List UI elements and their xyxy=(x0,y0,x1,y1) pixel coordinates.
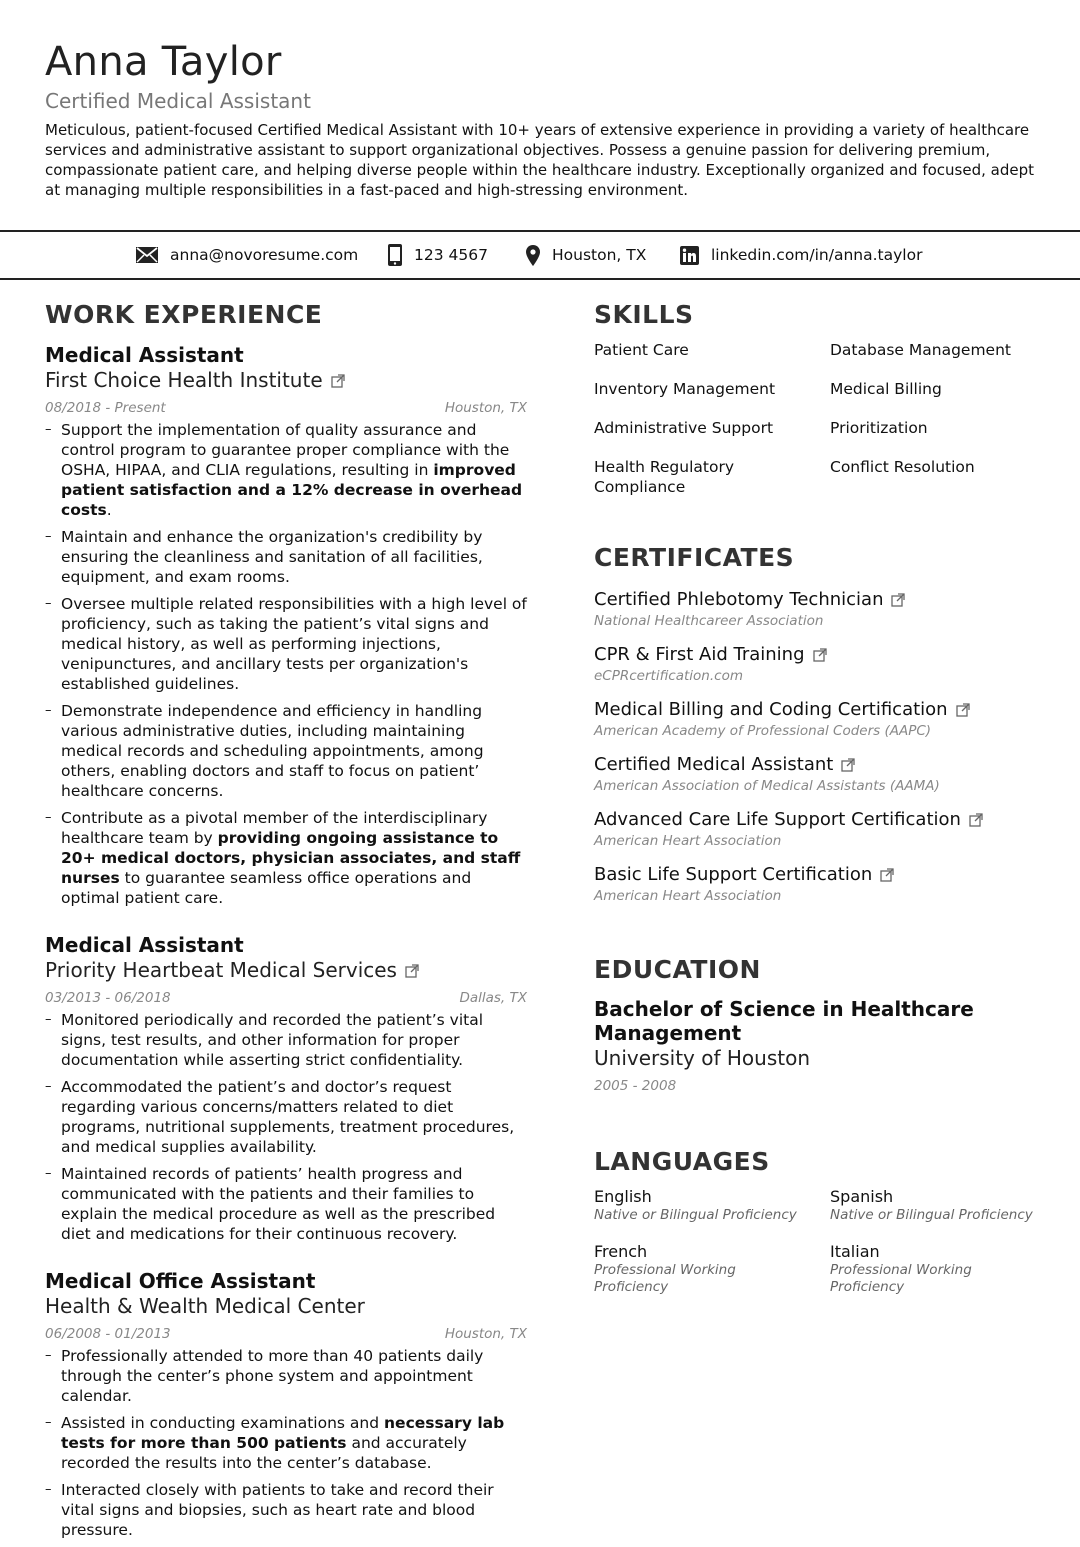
bullet-item: – Oversee multiple related responsibilities with a high level of proficiency, such as taking the patient’s vital signs and medical history, as well as performing injections, venipunctures, and ancillary tests per organization's established guidelines. xyxy=(45,594,527,694)
bullet-item: – Interacted closely with patients to take and record their vital signs and biopsies, such as heart rate and blood pressure. xyxy=(45,1480,527,1540)
certificate-issuer: American Heart Association xyxy=(594,833,782,849)
job-meta xyxy=(45,398,527,418)
bullet-item: – Monitored periodically and recorded the patient’s vital signs, test results, and other information for proper documentation while asserting strict confidentiality. xyxy=(45,1010,527,1070)
language-name: English xyxy=(594,1187,652,1206)
contact-linkedin[interactable] xyxy=(680,232,922,278)
linkedin-icon xyxy=(680,246,699,265)
email-text: anna@novoresume.com xyxy=(170,246,359,264)
contact-email[interactable] xyxy=(136,232,358,278)
external-link-icon[interactable] xyxy=(956,703,970,717)
language-name: Italian xyxy=(830,1242,880,1261)
skill-item: Conflict Resolution xyxy=(830,458,975,476)
skill-item: Health Regulatory Compliance xyxy=(594,458,735,496)
certificates-heading: CERTIFICATES xyxy=(594,543,795,572)
job-title: Medical Office Assistant xyxy=(45,1269,316,1293)
language-item xyxy=(830,1242,1044,1296)
bullet-item: – Professionally attended to more than 40 patients daily through the center’s phone system and appointment calendar. xyxy=(45,1346,527,1406)
language-level: Native or Bilingual Proficiency xyxy=(594,1207,797,1223)
languages-grid xyxy=(594,1187,1044,1296)
certificate-name[interactable]: Basic Life Support Certification xyxy=(594,863,1044,887)
map-pin-icon xyxy=(526,245,540,266)
certificate-item xyxy=(594,753,1044,795)
skills-grid xyxy=(594,340,1044,497)
skills-heading: SKILLS xyxy=(594,300,694,329)
job-company[interactable] xyxy=(45,368,535,393)
job-bullets xyxy=(45,1010,527,1244)
certificate-issuer: American Association of Medical Assistants (AAMA) xyxy=(594,778,940,794)
job-location: Dallas, TX xyxy=(459,990,527,1006)
candidate-role: Certified Medical Assistant xyxy=(45,89,311,113)
job-dates: 06/2008 - 01/2013 xyxy=(45,1326,171,1342)
certificate-name[interactable]: Advanced Care Life Support Certification xyxy=(594,808,1044,832)
job-title: Medical Assistant xyxy=(45,343,244,367)
bullet-item: – Assisted in conducting examinations and necessary lab tests for more than 500 patients and accurately recorded the results into the center’s database. xyxy=(45,1413,527,1473)
summary-paragraph: Meticulous, patient-focused Certified Medical Assistant with 10+ years of extensive experience in providing a variety of healthcare services and administrative assistant to support organizational objectives. Possess a genuine passion for delivering premium, compassionate patient care, and helping diverse people within the healthcare industry. Exceptionally organized and focused, adept at managing multiple responsibilities in a fast-paced and high-stressing environment. xyxy=(45,121,1034,199)
company-name: Priority Heartbeat Medical Services xyxy=(45,958,397,982)
job-entry xyxy=(45,342,535,908)
language-name: Spanish xyxy=(830,1187,894,1206)
certificate-issuer: eCPRcertification.com xyxy=(594,668,743,684)
company-name: Health & Wealth Medical Center xyxy=(45,1294,365,1318)
skill-item: Database Management xyxy=(830,341,1011,359)
external-link-icon[interactable] xyxy=(841,758,855,772)
work-experience-heading: WORK EXPERIENCE xyxy=(45,300,323,329)
external-link-icon[interactable] xyxy=(813,648,827,662)
job-dates: 03/2013 - 06/2018 xyxy=(45,990,171,1006)
contact-bar xyxy=(0,230,1080,280)
bullet-item: – Contribute as a pivotal member of the interdisciplinary healthcare team by providing ongoing assistance to 20+ medical doctors, physician associates, and staff nurses to guarantee seamless office operations and optimal patient care. xyxy=(45,808,527,908)
certificate-item xyxy=(594,808,1044,850)
certificate-name[interactable]: Certified Medical Assistant xyxy=(594,753,1044,777)
skill-item: Medical Billing xyxy=(830,380,942,398)
job-meta xyxy=(45,1324,527,1344)
bullet-item: – Support the implementation of quality assurance and control program to guarantee proper compliance with the OSHA, HIPAA, and CLIA regulations, resulting in improved patient satisfaction and a 12% decrease in overhead costs. xyxy=(45,420,527,520)
job-company xyxy=(45,1294,535,1319)
company-name: First Choice Health Institute xyxy=(45,368,323,392)
linkedin-text: linkedin.com/in/anna.taylor xyxy=(711,246,923,264)
language-level: Professional Working Proficiency xyxy=(830,1262,972,1295)
job-bullets xyxy=(45,1346,527,1540)
external-link-icon[interactable] xyxy=(405,964,419,978)
contact-location[interactable] xyxy=(526,232,646,278)
language-name: French xyxy=(594,1242,648,1261)
bullet-item: – Maintained records of patients’ health progress and communicated with the patients and their families to explain the medical procedure as well as the prescribed diet and medications for their continuous recovery. xyxy=(45,1164,527,1244)
education-section xyxy=(594,953,1044,1095)
location-text: Houston, TX xyxy=(552,246,647,264)
bullet-item: – Accommodated the patient’s and doctor’s request regarding various concerns/matters related to diet programs, nutritional supplements, treatment procedures, and medical supplies availability. xyxy=(45,1077,527,1157)
certificate-name[interactable]: CPR & First Aid Training xyxy=(594,643,1044,667)
contact-phone[interactable] xyxy=(388,232,488,278)
job-dates: 08/2018 - Present xyxy=(45,400,166,416)
external-link-icon[interactable] xyxy=(969,813,983,827)
certificate-item xyxy=(594,698,1044,740)
language-level: Professional Working Proficiency xyxy=(594,1262,736,1295)
languages-section xyxy=(594,1145,1044,1296)
education-heading: EDUCATION xyxy=(594,955,761,984)
job-bullets xyxy=(45,420,527,908)
external-link-icon[interactable] xyxy=(331,374,345,388)
languages-heading: LANGUAGES xyxy=(594,1147,770,1176)
skill-item: Administrative Support xyxy=(594,419,774,437)
left-column xyxy=(45,298,535,1547)
certificate-name[interactable]: Medical Billing and Coding Certification xyxy=(594,698,1044,722)
bullet-item: – Demonstrate independence and efficiency in handling various administrative duties, including maintaining medical records and scheduling appointments, among others, enabling doctors and staff to focus on patient’ healthcare concerns. xyxy=(45,701,527,801)
language-item xyxy=(594,1187,830,1224)
skill-item: Inventory Management xyxy=(594,380,776,398)
job-title: Medical Assistant xyxy=(45,933,244,957)
candidate-name: Anna Taylor xyxy=(45,39,282,85)
skill-item: Patient Care xyxy=(594,341,689,359)
language-item xyxy=(594,1242,830,1296)
job-meta xyxy=(45,988,527,1008)
language-level: Native or Bilingual Proficiency xyxy=(830,1207,1033,1223)
external-link-icon[interactable] xyxy=(891,593,905,607)
job-entry xyxy=(45,932,535,1244)
right-column xyxy=(594,298,1044,1296)
certificate-issuer: American Heart Association xyxy=(594,888,782,904)
job-company[interactable] xyxy=(45,958,535,983)
certificate-item xyxy=(594,643,1044,685)
certificate-issuer: National Healthcareer Association xyxy=(594,613,824,629)
envelope-icon xyxy=(136,247,158,263)
job-entry xyxy=(45,1268,535,1540)
education-dates: 2005 - 2008 xyxy=(594,1078,677,1094)
certificate-issuer: American Academy of Professional Coders (AAPC) xyxy=(594,723,932,739)
certificate-item xyxy=(594,863,1044,905)
job-location: Houston, TX xyxy=(444,1326,527,1342)
certificate-name[interactable]: Certified Phlebotomy Technician xyxy=(594,588,1044,612)
skill-item: Prioritization xyxy=(830,419,928,437)
certificate-item xyxy=(594,588,1044,630)
bullet-item: – Maintain and enhance the organization's credibility by ensuring the cleanliness and sanitation of all facilities, equipment, and exam rooms. xyxy=(45,527,527,587)
external-link-icon[interactable] xyxy=(880,868,894,882)
job-location: Houston, TX xyxy=(444,400,527,416)
certificates-section xyxy=(594,541,1044,905)
degree-title: Bachelor of Science in Healthcare Management xyxy=(594,997,974,1045)
phone-text: 123 4567 xyxy=(414,246,488,264)
resume-header xyxy=(45,38,1045,200)
language-item xyxy=(830,1187,1044,1224)
phone-icon xyxy=(388,244,402,266)
school-name: University of Houston xyxy=(594,1046,811,1070)
